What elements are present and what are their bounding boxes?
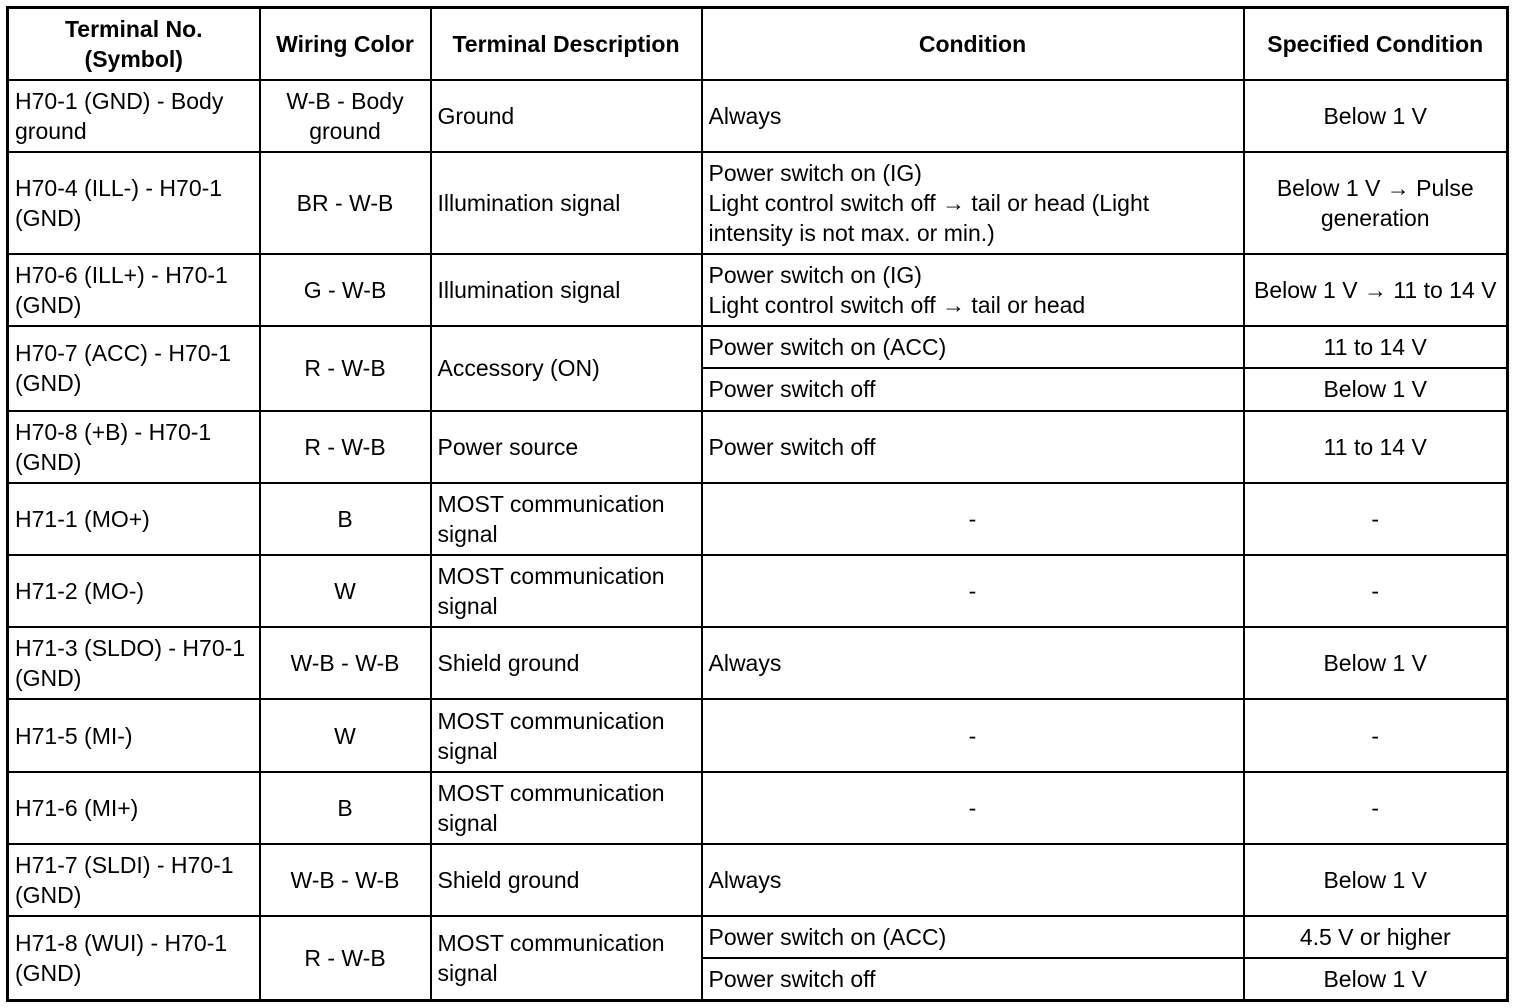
condition-cell: Always xyxy=(702,80,1244,152)
table-row xyxy=(8,699,1508,771)
table-row xyxy=(8,254,1508,326)
condition-cell: Power switch off xyxy=(702,411,1244,483)
wiring-color-cell: W xyxy=(260,555,431,627)
terminal-cell: H71-5 (MI-) xyxy=(8,699,260,771)
terminal-cell: H70-4 (ILL-) - H70-1 (GND) xyxy=(8,152,260,254)
specified-condition-cell: - xyxy=(1244,699,1508,771)
table-row xyxy=(8,80,1508,152)
header-terminal: Terminal No. (Symbol) xyxy=(8,8,260,80)
header-specified-condition: Specified Condition xyxy=(1244,8,1508,80)
description-cell: MOST communication signal xyxy=(431,699,702,771)
wiring-color-cell: R - W-B xyxy=(260,326,431,410)
description-cell: MOST communication signal xyxy=(431,483,702,555)
wiring-color-cell: W xyxy=(260,699,431,771)
description-cell: Ground xyxy=(431,80,702,152)
condition-cell: Always xyxy=(702,844,1244,916)
specified-condition-cell: 11 to 14 V xyxy=(1244,326,1508,368)
wiring-color-cell: W-B - W-B xyxy=(260,627,431,699)
wiring-color-cell: G - W-B xyxy=(260,254,431,326)
specified-condition-cell: 4.5 V or higher xyxy=(1244,916,1508,958)
specified-condition-cell: - xyxy=(1244,772,1508,844)
wiring-color-cell: B xyxy=(260,483,431,555)
header-wiring-color: Wiring Color xyxy=(260,8,431,80)
condition-cell: Always xyxy=(702,627,1244,699)
specified-condition-cell: - xyxy=(1244,555,1508,627)
wiring-color-cell: BR - W-B xyxy=(260,152,431,254)
condition-cell: Power switch on (ACC) xyxy=(702,916,1244,958)
wiring-color-cell: W-B - W-B xyxy=(260,844,431,916)
wiring-color-cell: B xyxy=(260,772,431,844)
condition-cell: - xyxy=(702,555,1244,627)
wiring-color-cell: W-B - Body ground xyxy=(260,80,431,152)
description-cell: Accessory (ON) xyxy=(431,326,702,410)
description-cell: MOST communication signal xyxy=(431,772,702,844)
wiring-color-cell: R - W-B xyxy=(260,916,431,1000)
terminal-table xyxy=(6,6,1509,1002)
specified-condition-cell: Below 1 V xyxy=(1244,844,1508,916)
specified-condition-cell: Below 1 V xyxy=(1244,368,1508,410)
terminal-cell: H71-1 (MO+) xyxy=(8,483,260,555)
terminal-cell: H71-8 (WUI) - H70-1 (GND) xyxy=(8,916,260,1000)
table-row xyxy=(8,555,1508,627)
description-cell: Shield ground xyxy=(431,627,702,699)
description-cell: Shield ground xyxy=(431,844,702,916)
condition-cell: - xyxy=(702,483,1244,555)
header-row xyxy=(8,8,1508,80)
terminal-cell: H71-2 (MO-) xyxy=(8,555,260,627)
specified-condition-cell: Below 1 V → 11 to 14 V xyxy=(1244,254,1508,326)
description-cell: MOST communication signal xyxy=(431,555,702,627)
terminal-cell: H70-6 (ILL+) - H70-1 (GND) xyxy=(8,254,260,326)
terminal-cell: H70-8 (+B) - H70-1 (GND) xyxy=(8,411,260,483)
specified-condition-cell: Below 1 V → Pulse generation xyxy=(1244,152,1508,254)
condition-cell: - xyxy=(702,772,1244,844)
table-row xyxy=(8,152,1508,254)
table-row xyxy=(8,772,1508,844)
terminal-cell: H70-1 (GND) - Body ground xyxy=(8,80,260,152)
terminal-cell: H71-7 (SLDI) - H70-1 (GND) xyxy=(8,844,260,916)
table-body xyxy=(8,80,1508,1001)
terminal-cell: H71-3 (SLDO) - H70-1 (GND) xyxy=(8,627,260,699)
table-row xyxy=(8,483,1508,555)
condition-cell: Power switch off xyxy=(702,368,1244,410)
terminal-cell: H70-7 (ACC) - H70-1 (GND) xyxy=(8,326,260,410)
condition-cell: - xyxy=(702,699,1244,771)
table-row xyxy=(8,411,1508,483)
specified-condition-cell: 11 to 14 V xyxy=(1244,411,1508,483)
condition-cell: Power switch off xyxy=(702,958,1244,1000)
description-cell: Illumination signal xyxy=(431,152,702,254)
wiring-color-cell: R - W-B xyxy=(260,411,431,483)
table-row xyxy=(8,916,1508,958)
specified-condition-cell: Below 1 V xyxy=(1244,627,1508,699)
description-cell: MOST communication signal xyxy=(431,916,702,1000)
condition-cell: Power switch on (IG) Light control switch off → tail or head (Light intensity is not max. or min.) xyxy=(702,152,1244,254)
terminal-cell: H71-6 (MI+) xyxy=(8,772,260,844)
header-terminal-description: Terminal Description xyxy=(431,8,702,80)
description-cell: Illumination signal xyxy=(431,254,702,326)
table-row xyxy=(8,627,1508,699)
table-row xyxy=(8,844,1508,916)
condition-cell: Power switch on (ACC) xyxy=(702,326,1244,368)
header-condition: Condition xyxy=(702,8,1244,80)
specified-condition-cell: - xyxy=(1244,483,1508,555)
description-cell: Power source xyxy=(431,411,702,483)
condition-cell: Power switch on (IG) Light control switch off → tail or head xyxy=(702,254,1244,326)
table-row xyxy=(8,326,1508,368)
specified-condition-cell: Below 1 V xyxy=(1244,958,1508,1000)
specified-condition-cell: Below 1 V xyxy=(1244,80,1508,152)
